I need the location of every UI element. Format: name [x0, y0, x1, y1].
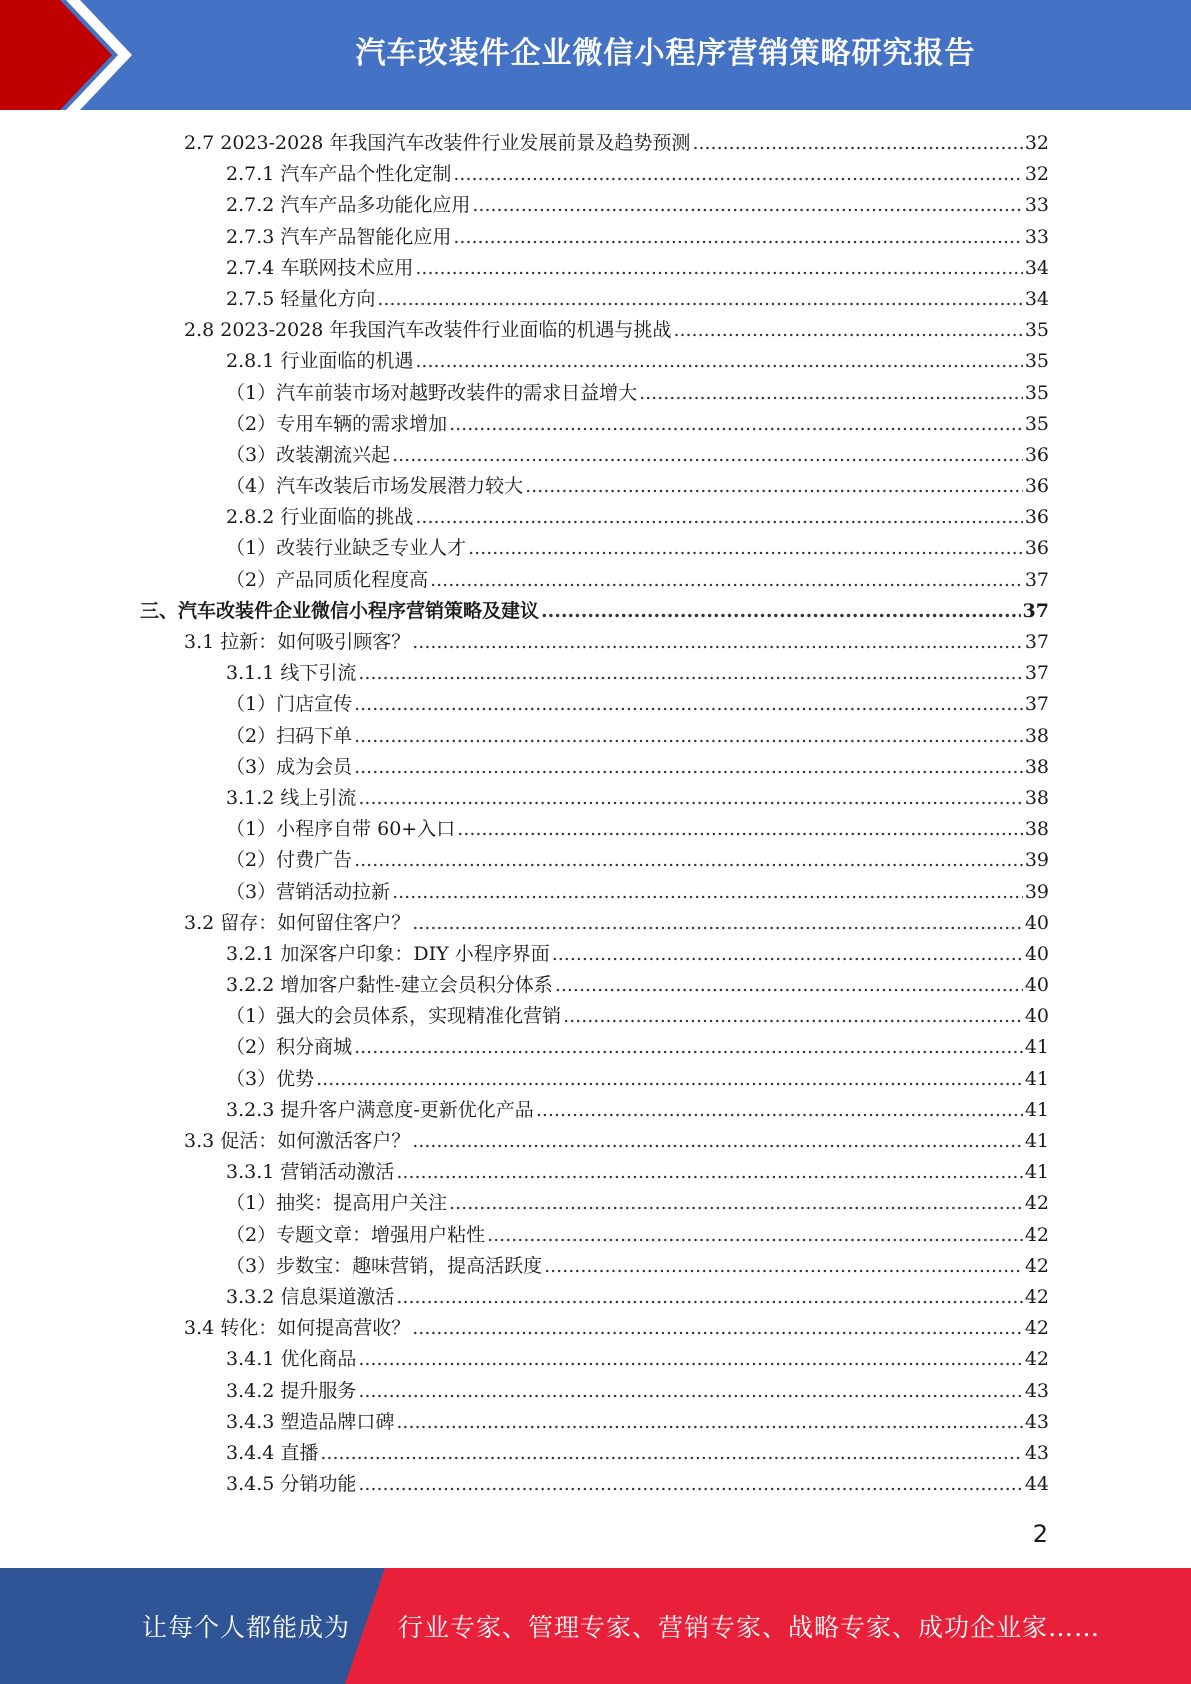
toc-entry-page: 41 — [1024, 1161, 1049, 1184]
toc-dot-leader — [392, 877, 1023, 908]
toc-dot-leader — [536, 1095, 1023, 1126]
toc-entry[interactable] — [140, 1282, 1049, 1313]
toc-dot-leader — [430, 565, 1023, 596]
toc-entry-title: （2）付费广告 — [226, 849, 353, 872]
toc-entry[interactable] — [140, 128, 1049, 159]
toc-entry-title: 2.8.2 行业面临的挑战 — [226, 506, 414, 529]
toc-entry-title: 2.7 2023-2028 年我国汽车改装件行业发展前景及趋势预测 — [184, 132, 691, 154]
toc-dot-leader — [358, 1376, 1022, 1407]
toc-entry-page: 40 — [1024, 911, 1049, 934]
toc-entry-page: 42 — [1024, 1317, 1049, 1340]
toc-entry-title: （3）改装潮流兴起 — [226, 443, 391, 466]
toc-dot-leader — [358, 658, 1022, 689]
toc-entry[interactable] — [140, 1344, 1049, 1375]
toc-entry-title: 3.2.2 增加客户黏性-建立会员积分体系 — [226, 974, 553, 997]
toc-entry-page: 41 — [1024, 1130, 1049, 1152]
toc-entry-page: 42 — [1024, 1254, 1049, 1277]
toc-entry-title: 3.1.2 线上引流 — [226, 786, 357, 809]
toc-entry[interactable] — [140, 409, 1049, 440]
toc-dot-leader — [412, 1313, 1023, 1344]
toc-entry-page: 41 — [1024, 1098, 1049, 1121]
toc-entry[interactable] — [140, 1188, 1049, 1219]
toc-entry-page: 36 — [1024, 475, 1049, 498]
toc-entry[interactable] — [140, 596, 1049, 627]
toc-entry[interactable] — [140, 471, 1049, 502]
toc-entry-page: 40 — [1024, 1005, 1049, 1028]
toc-dot-leader — [396, 1282, 1022, 1313]
toc-entry-title: 3.2 留存：如何留住客户？ — [184, 911, 411, 934]
toc-dot-leader — [412, 908, 1023, 939]
toc-entry[interactable] — [140, 939, 1049, 970]
toc-entry-title: （1）改装行业缺乏专业人才 — [226, 537, 467, 560]
toc-dot-leader — [354, 689, 1023, 720]
toc-dot-leader — [316, 1064, 1023, 1095]
toc-entry-title: 3.4.5 分销功能 — [226, 1473, 357, 1496]
toc-entry-page: 41 — [1024, 1067, 1049, 1090]
toc-dot-leader — [415, 502, 1022, 533]
toc-entry-title: 3.2.1 加深客户印象：DIY 小程序界面 — [226, 942, 550, 965]
toc-dot-leader — [457, 814, 1023, 845]
toc-entry-page: 44 — [1024, 1473, 1049, 1496]
toc-entry-page: 34 — [1024, 256, 1049, 279]
toc-entry-title: （3）优势 — [226, 1067, 315, 1090]
toc-entry-title: （4）汽车改装后市场发展潜力较大 — [226, 475, 524, 498]
toc-entry-page: 32 — [1024, 132, 1049, 154]
toc-entry[interactable] — [140, 1095, 1049, 1126]
toc-entry-title: （1）抽奖：提高用户关注 — [226, 1192, 448, 1215]
toc-entry-page: 41 — [1024, 1036, 1049, 1059]
toc-entry-title: 3.1 拉新：如何吸引顾客？ — [184, 631, 411, 653]
toc-dot-leader — [412, 627, 1023, 658]
toc-dot-leader — [541, 596, 1021, 627]
toc-entry-title: （2）专题文章：增强用户粘性 — [226, 1223, 486, 1246]
toc-entry-page: 38 — [1024, 818, 1049, 841]
toc-entry-page: 37 — [1024, 568, 1049, 591]
toc-dot-leader — [449, 409, 1023, 440]
toc-entry-page: 42 — [1024, 1192, 1049, 1215]
toc-entry[interactable] — [140, 1438, 1049, 1469]
toc-entry-title: （2）积分商城 — [226, 1036, 353, 1059]
toc-entry-page: 37 — [1022, 599, 1049, 622]
toc-entry-page: 38 — [1024, 724, 1049, 747]
toc-entry-page: 43 — [1024, 1441, 1049, 1464]
toc-entry[interactable] — [140, 222, 1049, 253]
toc-entry[interactable] — [140, 1001, 1049, 1032]
toc-entry[interactable] — [140, 346, 1049, 377]
toc-dot-leader — [358, 1469, 1022, 1500]
toc-entry[interactable] — [140, 1126, 1049, 1157]
toc-dot-leader — [392, 440, 1023, 471]
toc-dot-leader — [544, 1251, 1023, 1282]
toc-entry-title: 2.7.5 轻量化方向 — [226, 287, 376, 310]
toc-dot-leader — [354, 721, 1023, 752]
toc-entry[interactable] — [140, 159, 1049, 190]
toc-entry-title: 2.7.2 汽车产品多功能化应用 — [226, 194, 471, 217]
toc-dot-leader — [453, 159, 1022, 190]
toc-entry-title: 2.7.1 汽车产品个性化定制 — [226, 163, 452, 186]
toc-entry-title: （1）强大的会员体系，实现精准化营销 — [226, 1005, 562, 1028]
toc-entry-title: 2.8.1 行业面临的机遇 — [226, 350, 414, 373]
toc-entry[interactable] — [140, 565, 1049, 596]
toc-entry-page: 36 — [1024, 443, 1049, 466]
page-footer — [0, 1568, 1191, 1684]
toc-entry-title: （3）成为会员 — [226, 755, 353, 778]
report-title: 汽车改装件企业微信小程序营销策略研究报告 — [355, 36, 976, 71]
toc-entry[interactable] — [140, 315, 1049, 346]
toc-entry-page: 35 — [1024, 350, 1049, 373]
toc-entry[interactable] — [140, 378, 1049, 409]
toc-dot-leader — [377, 284, 1022, 315]
toc-dot-leader — [396, 1157, 1022, 1188]
toc-entry-title: 3.3.2 信息渠道激活 — [226, 1285, 395, 1308]
toc-entry-title: （3）步数宝：趣味营销，提高活跃度 — [226, 1254, 543, 1277]
toc-entry[interactable] — [140, 970, 1049, 1001]
toc-entry[interactable] — [140, 1220, 1049, 1251]
toc-entry[interactable] — [140, 1064, 1049, 1095]
toc-entry-title: 2.7.3 汽车产品智能化应用 — [226, 225, 452, 248]
page-header — [0, 0, 1191, 110]
toc-entry[interactable] — [140, 1251, 1049, 1282]
toc-entry-page: 34 — [1024, 287, 1049, 310]
toc-dot-leader — [412, 1126, 1023, 1157]
toc-entry-title: 3.3 促活：如何激活客户？ — [184, 1130, 411, 1152]
toc-entry-page: 42 — [1024, 1348, 1049, 1371]
toc-entry-title: 3.4.3 塑造品牌口碑 — [226, 1410, 395, 1433]
toc-dot-leader — [468, 533, 1023, 564]
toc-entry[interactable] — [140, 284, 1049, 315]
toc-dot-leader — [354, 845, 1023, 876]
toc-dot-leader — [358, 783, 1022, 814]
toc-entry-page: 36 — [1024, 506, 1049, 529]
toc-dot-leader — [563, 1001, 1023, 1032]
toc-dot-leader — [396, 1407, 1022, 1438]
toc-entry-title: （2）专用车辆的需求增加 — [226, 412, 448, 435]
toc-entry[interactable] — [140, 908, 1049, 939]
toc-dot-leader — [555, 970, 1023, 1001]
toc-entry-page: 39 — [1024, 849, 1049, 872]
toc-entry[interactable] — [140, 1313, 1049, 1344]
toc-dot-leader — [354, 752, 1023, 783]
toc-entry[interactable] — [140, 877, 1049, 908]
toc-dot-leader — [415, 346, 1022, 377]
toc-dot-leader — [552, 939, 1023, 970]
toc-entry-title: 2.8 2023-2028 年我国汽车改装件行业面临的机遇与挑战 — [184, 319, 672, 342]
toc-entry-page: 42 — [1024, 1223, 1049, 1246]
toc-dot-leader — [673, 315, 1022, 346]
toc-entry[interactable] — [140, 190, 1049, 221]
toc-entry-page: 33 — [1024, 194, 1049, 217]
toc-entry-page: 42 — [1024, 1285, 1049, 1308]
toc-entry[interactable] — [140, 1032, 1049, 1063]
toc-entry[interactable] — [140, 1376, 1049, 1407]
toc-entry-page: 37 — [1024, 693, 1049, 716]
toc-dot-leader — [487, 1220, 1023, 1251]
toc-entry-page: 43 — [1024, 1410, 1049, 1433]
toc-entry[interactable] — [140, 689, 1049, 720]
header-arrow-graphic — [0, 0, 160, 110]
toc-entry-page: 39 — [1024, 880, 1049, 903]
toc-entry-title: 三、汽车改装件企业微信小程序营销策略及建议 — [140, 599, 540, 622]
toc-entry-page: 37 — [1024, 631, 1049, 653]
toc-entry[interactable] — [140, 1407, 1049, 1438]
toc-entry[interactable] — [140, 1157, 1049, 1188]
toc-entry[interactable] — [140, 658, 1049, 689]
toc-entry-page: 35 — [1024, 381, 1049, 404]
toc-entry-page: 37 — [1024, 662, 1049, 685]
toc-entry[interactable] — [140, 845, 1049, 876]
toc-entry[interactable] — [140, 627, 1049, 658]
toc-entry-title: 3.4 转化：如何提高营收？ — [184, 1317, 411, 1340]
toc-entry[interactable] — [140, 502, 1049, 533]
toc-entry-page: 35 — [1024, 412, 1049, 435]
toc-entry[interactable] — [140, 533, 1049, 564]
toc-entry-page: 40 — [1024, 974, 1049, 997]
toc-entry-title: （2）产品同质化程度高 — [226, 568, 429, 591]
toc-entry-page: 40 — [1024, 942, 1049, 965]
toc-entry[interactable] — [140, 783, 1049, 814]
toc-entry[interactable] — [140, 752, 1049, 783]
toc-dot-leader — [639, 378, 1023, 409]
toc-entry-title: （1）门店宣传 — [226, 693, 353, 716]
toc-entry-title: 2.7.4 车联网技术应用 — [226, 256, 414, 279]
toc-entry-title: （2）扫码下单 — [226, 724, 353, 747]
toc-dot-leader — [320, 1438, 1022, 1469]
footer-slogan-lead: 让每个人都能成为 — [142, 1613, 351, 1642]
toc-entry-page: 38 — [1024, 755, 1049, 778]
toc-entry-page: 43 — [1024, 1379, 1049, 1402]
toc-dot-leader — [415, 253, 1022, 284]
toc-dot-leader — [453, 222, 1022, 253]
toc-entry-page: 38 — [1024, 786, 1049, 809]
toc-entry-page: 35 — [1024, 319, 1049, 342]
toc-entry-title: 3.4.2 提升服务 — [226, 1379, 357, 1402]
page-number: 2 — [1032, 1520, 1048, 1548]
footer-slogan-roles: 行业专家、管理专家、营销专家、战略专家、成功企业家…… — [398, 1613, 1101, 1642]
toc-entry-title: 3.1.1 线下引流 — [226, 662, 357, 685]
toc-dot-leader — [692, 128, 1022, 159]
toc-dot-leader — [358, 1344, 1022, 1375]
table-of-contents — [140, 128, 1049, 1500]
toc-entry-page: 32 — [1024, 163, 1049, 186]
toc-entry-page: 33 — [1024, 225, 1049, 248]
toc-entry-title: 3.4.1 优化商品 — [226, 1348, 357, 1371]
toc-entry-title: 3.4.4 直播 — [226, 1441, 319, 1464]
toc-entry-page: 36 — [1024, 537, 1049, 560]
toc-dot-leader — [525, 471, 1023, 502]
toc-entry-title: 3.2.3 提升客户满意度-更新优化产品 — [226, 1098, 534, 1121]
toc-entry[interactable] — [140, 253, 1049, 284]
toc-entry[interactable] — [140, 1469, 1049, 1500]
toc-entry[interactable] — [140, 814, 1049, 845]
toc-dot-leader — [354, 1032, 1023, 1063]
toc-entry[interactable] — [140, 440, 1049, 471]
toc-dot-leader — [472, 190, 1022, 221]
toc-entry-title: （1）小程序自带 60+入口 — [226, 818, 456, 841]
toc-entry-title: （1）汽车前装市场对越野改装件的需求日益增大 — [226, 381, 638, 404]
toc-entry-title: 3.3.1 营销活动激活 — [226, 1161, 395, 1184]
toc-entry-title: （3）营销活动拉新 — [226, 880, 391, 903]
toc-dot-leader — [449, 1188, 1023, 1219]
toc-entry[interactable] — [140, 721, 1049, 752]
